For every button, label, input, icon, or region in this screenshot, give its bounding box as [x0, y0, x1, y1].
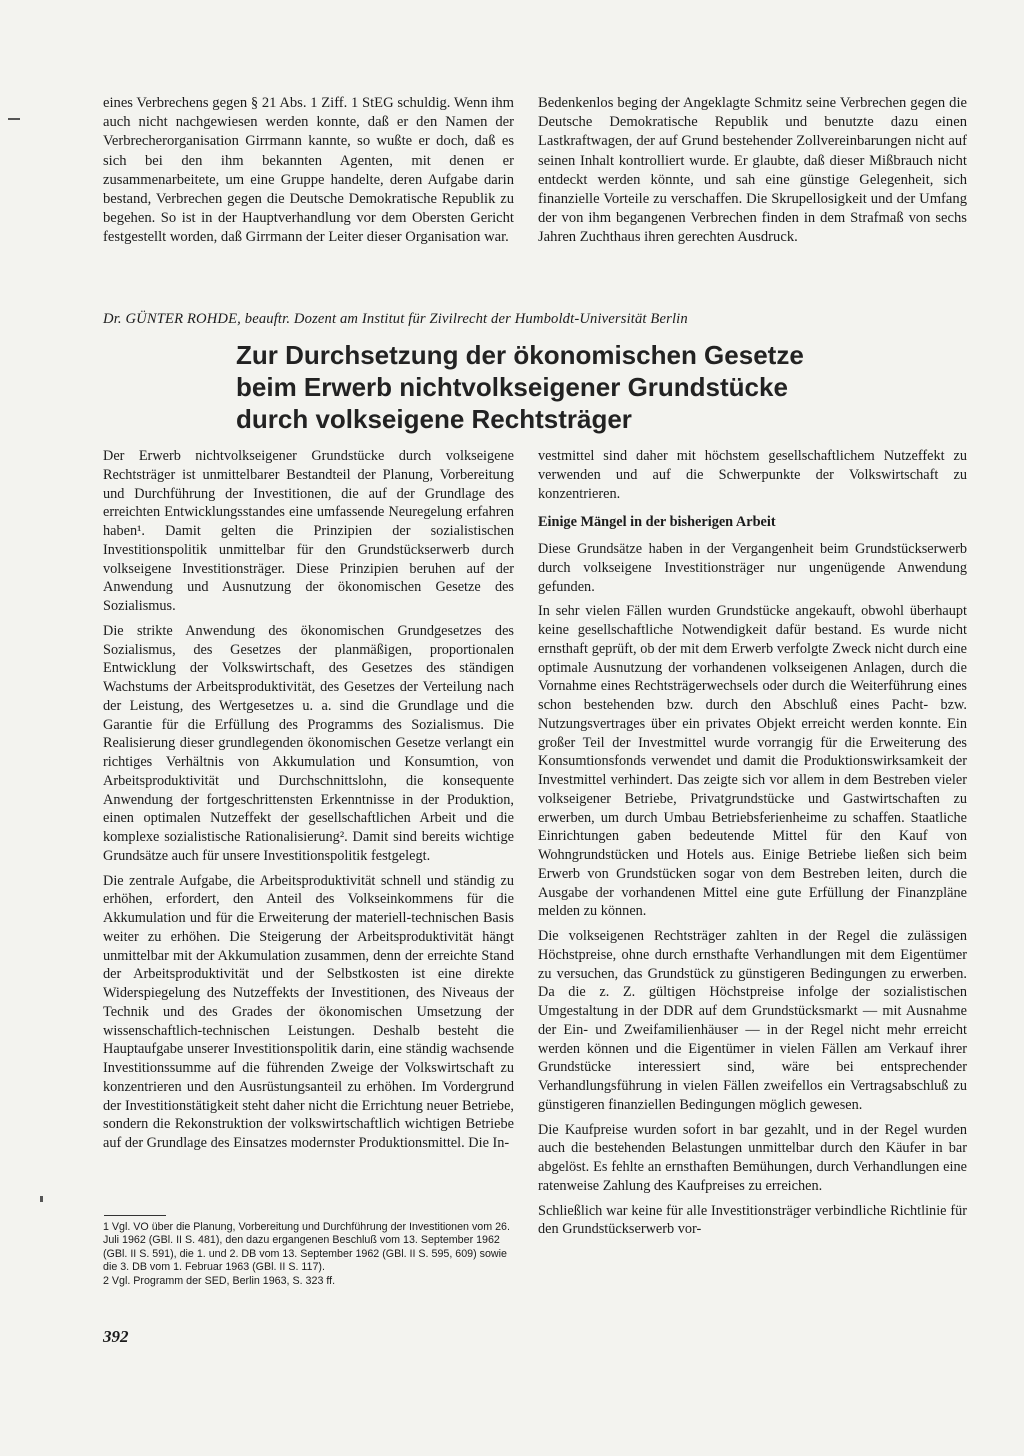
article-author: Dr. GÜNTER ROHDE, beauftr. Dozent am Institut für Zivilrecht der Humboldt-Universität Berlin [103, 311, 688, 327]
paragraph: eines Verbrechens gegen § 21 Abs. 1 Ziff. 1 StEG schuldig. Wenn ihm auch nicht nachgewiesen werden konnte, daß er den Namen der Verbrecherorganisation Girrmann kannte, so wußte er doch, daß es sich bei den ihm bekannten Agenten, mit denen er zusammenarbeitete, um eine Gruppe handelte, deren Aufgabe darin bestand, Verbrechen gegen die Deutsche Demokratische Republik zu begehen. So ist in der Hauptverhandlung vor dem Obersten Gericht festgestellt worden, daß Girrmann der Leiter dieser Organisation war. [103, 95, 514, 246]
paragraph: In sehr vielen Fällen wurden Grundstücke angekauft, obwohl überhaupt keine gesellschaftliche Notwendigkeit dafür bestand. Es wurde nicht ernsthaft geprüft, ob der mit dem Erwerb verfolgte Zweck nicht durch eine optimale Ausnutzung der vorhandenen volkseigenen Anlagen, durch die Vornahme eines Rechtsträgerwechsels oder durch die Weiterführung eines schon bestehenden bzw. durch den Abschluß eines Pacht- bzw. Nutzungsvertrages über ein privates Objekt erreicht werden konnte. Ein großer Teil der Investmittel wurde vorrangig für die Erweiterung des Konsumtionsfonds verwendet und damit die Produktionswirksamkeit der Investmittel verhindert. Das zeigte sich vor allem in dem Bestreben vieler volkseigener Betriebe, Privatgrundstücke und Gastwirtschaften zu erwerben, um durch Umbau Betriebsferienheime zu schaffen. Staatliche Einrichtungen gaben bedeutende Mittel für den Kauf von Wohngrundstücken und Hotels aus. Einige Betriebe ließen sich beim Erwerb von Grundstücken sogar von dem Bestreben leiten, durch die Ausgabe der vorhandenen Mittel eine gute Erfüllung der Finanzpläne melden zu können. [538, 603, 967, 920]
paragraph: Der Erwerb nichtvolkseigener Grundstücke durch volkseigene Rechtsträger ist unmittelbarer Bestandteil der Planung, Vorbereitung und Durchführung der Investitionen, die auf der Grundlage des erreichten Entwicklungsstandes eine umfassende Neuregelung erfahren haben¹. Damit gelten die Prinzipien der sozialistischen Investitionspolitik unmittelbar für den Grundstückserwerb durch volkseigene Investitionsträger. Diese Prinzipien beruhen auf der Anwendung und Ausnutzung der ökonomischen Gesetze des Sozialismus. [103, 448, 514, 614]
title-line: durch volkseigene Rechtsträger [236, 404, 632, 434]
footnote-divider [104, 1215, 166, 1216]
paragraph: Die volkseigenen Rechtsträger zahlten in der Regel die zulässigen Höchstpreise, ohne durch ernsthafte Verhandlungen mit dem Eigentümer zu versuchen, das Grundstück zu günstigeren Bedingungen zu erwerben. Da die z. Z. gültigen Höchstpreise infolge der sozialistischen Umgestaltung in der DDR auf dem Grundstücksmarkt — mit Ausnahme der Ein- und Zweifamilienhäuser — in der Regel nicht mehr erreicht werden können und die Eigentümer in vielen Fällen am Verkauf ihrer Grundstücke interessiert sind, wäre bei entsprechender Verhandlungsführung in vielen Fällen zweifellos ein Vertragsabschluß zu günstigeren finanziellen Bedingungen möglich gewesen. [538, 928, 967, 1113]
paragraph: Diese Grundsätze haben in der Vergangenheit beim Grundstückserwerb durch volkseigene Investitionsträger nur ungenügende Anwendung gefunden. [538, 541, 967, 595]
previous-article-left-column [103, 94, 514, 248]
paragraph: Bedenkenlos beging der Angeklagte Schmitz seine Verbrechen gegen die Deutsche Demokratische Republik und benutzte dazu einen Lastkraftwagen, der auf Grund bestehender Zollvereinbarungen nicht auf seinen Inhalt kontrolliert wurde. Er glaubte, daß dieser Mißbrauch nicht entdeckt werden könnte, und sah eine günstige Gelegenheit, sich finanzielle Vorteile zu verschaffen. Die Skrupellosigkeit und der Umfang der von ihm begangenen Verbrechen finden in dem Strafmaß von sechs Jahren Zuchthaus ihren gerechten Ausdruck. [538, 95, 967, 246]
paragraph: Schließlich war keine für alle Investitionsträger verbindliche Richtlinie für den Grundstückserwerb vor- [538, 1202, 967, 1238]
article-title [236, 339, 856, 435]
margin-mark [40, 1196, 43, 1202]
article-right-column [538, 447, 967, 1239]
footnote: 2 Vgl. Programm der SED, Berlin 1963, S. 323 ff. [103, 1274, 336, 1287]
title-line: beim Erwerb nichtvolkseigener Grundstücke [236, 372, 788, 402]
page-number: 392 [103, 1327, 129, 1346]
title-line: Zur Durchsetzung der ökonomischen Gesetze [236, 340, 804, 370]
article-left-column [103, 447, 514, 1153]
paragraph: Die zentrale Aufgabe, die Arbeitsproduktivität schnell und ständig zu erhöhen, erfordert, den Anteil des Volkseinkommens für die Akkumulation und für die Erweiterung der materiell-technischen Basis weiter zu erhöhen. Die Steigerung der Arbeitsproduktivität hängt unmittelbar mit der Akkumulation zusammen, denn der erreichte Stand der Arbeitsproduktivität und der Selbstkosten ist eine direkte Widerspiegelung des Nutzeffekts der Investitionen, des Niveaus der Technik und des Grades der ökonomischen Umsetzung der wissenschaftlich-technischen Leistungen. Deshalb besteht die Hauptaufgabe unserer Investitionspolitik darin, eine ständig wachsende Investitionssumme auf die führenden Zweige der Volkswirtschaft zu konzentrieren und den Ausrüstungsanteil zu erhöhen. Im Vordergrund der Investitionstätigkeit steht daher nicht die Errichtung neuer Betriebe, sondern die Rekonstruktion der volkswirtschaftlich wichtigen Betriebe auf der Grundlage des Einsatzes modernster Produktionsmittel. Die In- [103, 872, 514, 1151]
paragraph: vestmittel sind daher mit höchstem gesellschaftlichem Nutzeffekt zu verwenden und auf die Schwerpunkte der Volkswirtschaft zu konzentrieren. [538, 448, 967, 502]
paragraph: Die Kaufpreise wurden sofort in bar gezahlt, und in der Regel wurden auch die bestehenden Belastungen unmittelbar durch den Käufer in bar abgelöst. Es fehlte an ernsthaften Bemühungen, durch Verhandlungen eine ratenweise Zahlung des Kaufpreises zu erreichen. [538, 1121, 967, 1194]
footnote: 1 Vgl. VO über die Planung, Vorbereitung und Durchführung der Investitionen vom 26. Juli 1962 (GBl. II S. 481), den dazu ergangenen Beschluß vom 13. September 1962 (GBl. II S. 591), die 1. und 2. DB vom 13. September 1962 (GBl. II S. 595, 609) sowie die 3. DB vom 1. Februar 1963 (GBl. II S. 117). [103, 1221, 510, 1274]
section-heading: Einige Mängel in der bisherigen Arbeit [538, 514, 776, 531]
previous-article-right-column [538, 94, 967, 248]
paragraph: Die strikte Anwendung des ökonomischen Grundgesetzes des Sozialismus, des Gesetzes der planmäßigen, proportionalen Entwicklung der Volkswirtschaft, des Gesetzes des ständigen Wachstums der Arbeitsproduktivität, des Gesetzes der Verteilung nach der Leistung, des Wertgesetzes u. a. sind die Grundlage und die Garantie für die Erfüllung des Programms des Sozialismus. Die Realisierung dieser grundlegenden ökonomischen Gesetze verlangt ein richtiges Verhältnis von Akkumulation und Konsumtion, von Arbeitsproduktivität und Durchschnittslohn, die konsequente Anwendung der fortgeschrittensten Erkenntnisse in der Produktion, einen optimalen Nutzeffekt der gesellschaftlichen Arbeit und die komplexe sozialistische Rationalisierung². Damit sind bereits wichtige Grundsätze auch für unsere Investitionspolitik festgelegt. [103, 622, 514, 864]
margin-mark [8, 118, 20, 120]
footnotes [103, 1221, 514, 1288]
